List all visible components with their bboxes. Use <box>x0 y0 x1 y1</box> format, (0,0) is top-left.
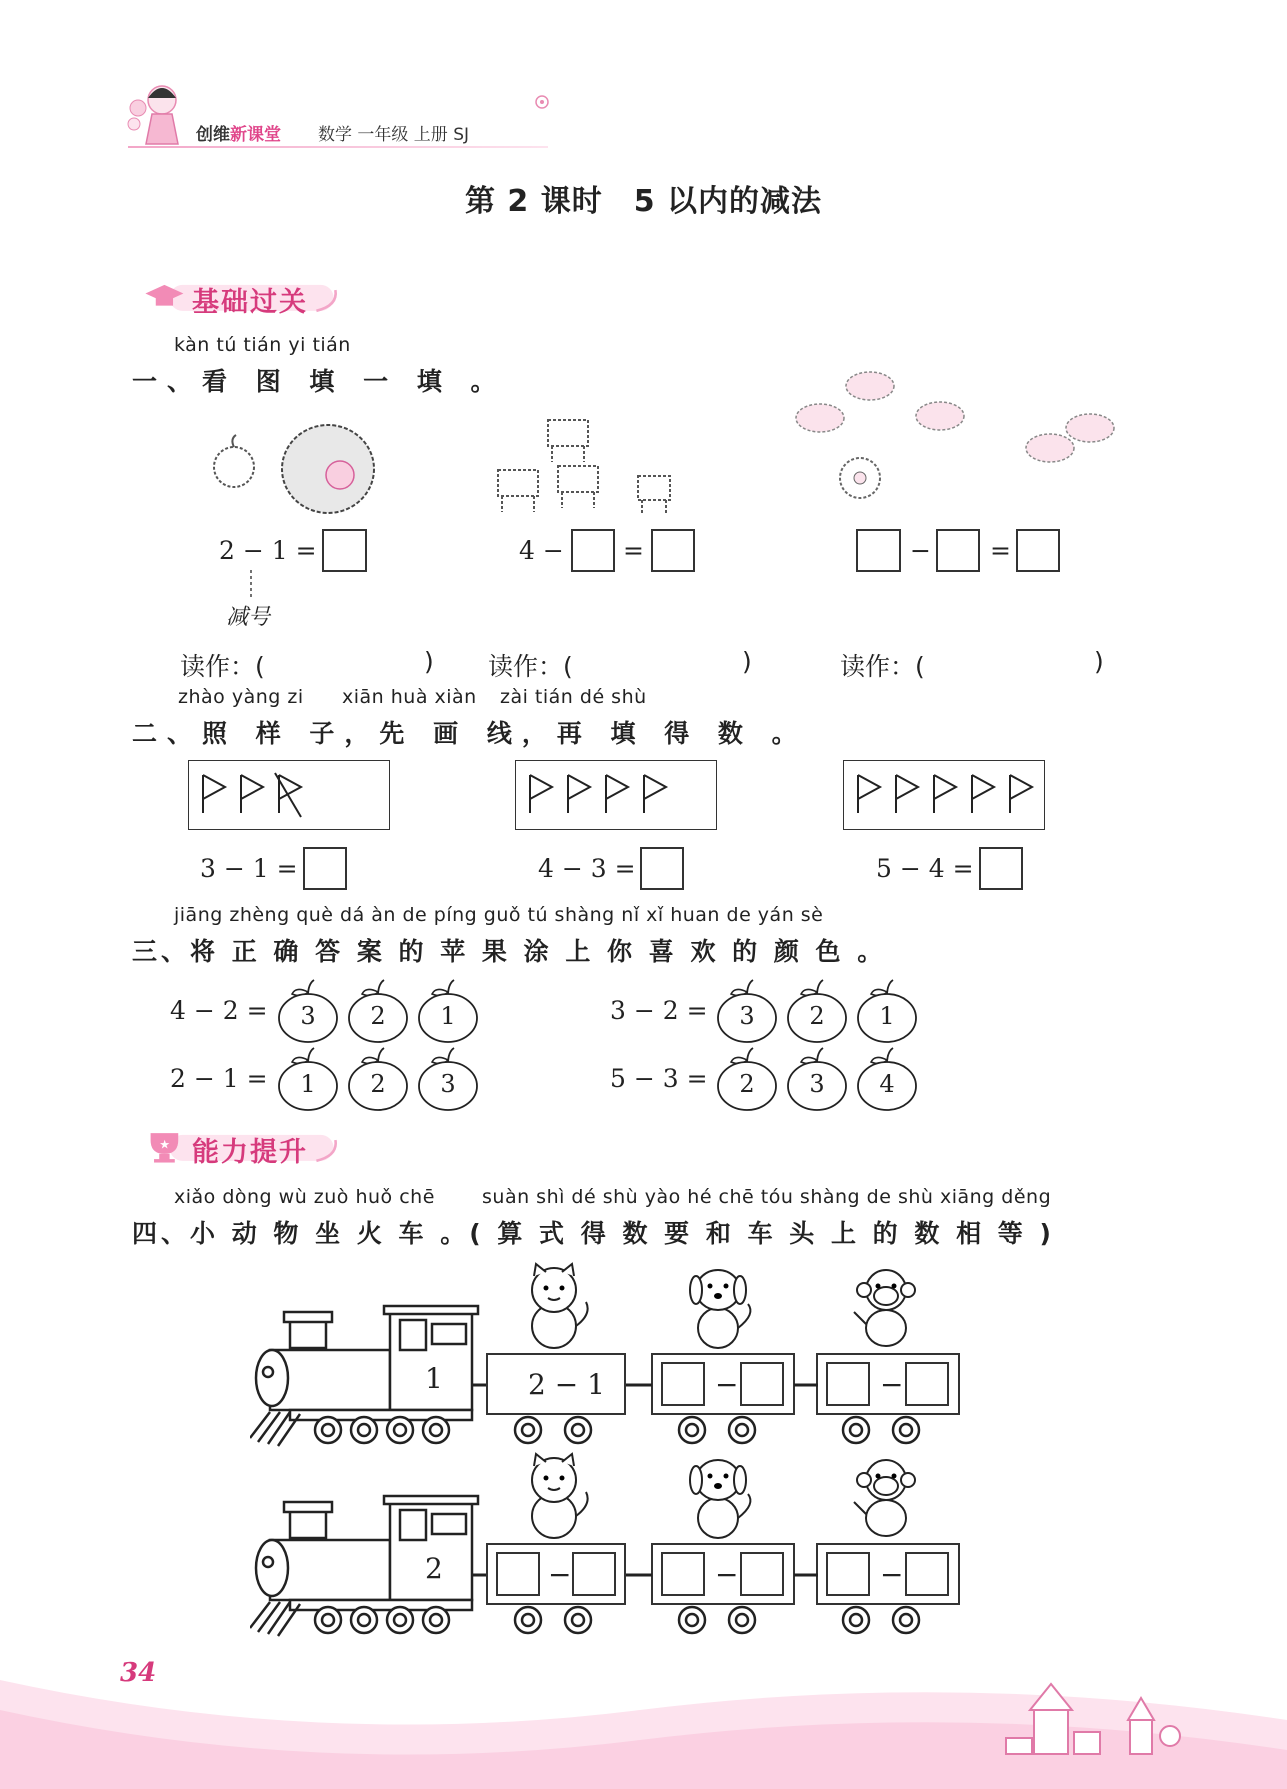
monkey-icon <box>850 1262 920 1350</box>
apple-option[interactable] <box>785 1046 849 1112</box>
apple-option[interactable] <box>416 1046 480 1112</box>
train2-car-3-minus: − <box>880 1558 904 1591</box>
q1-answer-box-3c[interactable] <box>1016 529 1060 572</box>
q2-answer-box-2[interactable] <box>640 847 684 890</box>
q1-answer-box-3b[interactable] <box>936 529 980 572</box>
train2-car-2-wheels <box>676 1604 776 1636</box>
train1-car-3-wheels <box>840 1414 940 1446</box>
q1-answer-box-2b[interactable] <box>651 529 695 572</box>
dog-icon <box>686 1452 756 1540</box>
q2-equation-2: 4 − 3 = <box>538 854 636 883</box>
deer-picture <box>488 400 688 515</box>
q2-pinyin-2: xiān huà xiàn <box>342 686 477 708</box>
header-divider <box>128 146 548 148</box>
header-brand: 创维新课堂 <box>196 125 281 145</box>
section2-label: 能力提升 <box>192 1137 308 1168</box>
flag-group-5 <box>843 760 1045 830</box>
q1-equation-2-left: 4 − <box>519 536 564 565</box>
q1-prompt: 一、看 图 填 一 填 。 <box>132 367 506 396</box>
apple-option[interactable] <box>855 978 919 1044</box>
q2-answer-box-3[interactable] <box>979 847 1023 890</box>
flag-icon <box>275 773 301 817</box>
q1-equation-2-eq: = <box>623 536 644 565</box>
q3-equation-1: 4 − 2 = <box>170 996 268 1025</box>
tiger-icon <box>522 1262 592 1350</box>
train2-car-2-minus: − <box>715 1558 739 1591</box>
locomotive-2 <box>250 1452 480 1642</box>
q2-equation-3: 5 − 4 = <box>876 854 974 883</box>
apple-number: 3 <box>440 1070 456 1098</box>
butterflies-flower-picture <box>790 358 1130 508</box>
q3-equation-2: 3 − 2 = <box>610 996 708 1025</box>
page-number: 34 <box>120 1658 157 1688</box>
flag-icon <box>644 775 666 813</box>
flower-icon <box>532 92 552 112</box>
apple-number: 3 <box>809 1070 825 1098</box>
train-1 <box>250 1262 970 1452</box>
q4-pinyin-2: suàn shì dé shù yào hé chē tóu shàng de shù xiāng děng <box>482 1186 1052 1208</box>
q1-answer-box-1[interactable] <box>322 529 367 572</box>
q2-pinyin-3: zài tián dé shù <box>500 686 647 708</box>
apple-number: 2 <box>809 1002 825 1030</box>
q3-pinyin: jiāng zhèng què dá àn de píng guǒ tú shàng nǐ xǐ huan de yán sè <box>174 904 824 926</box>
train-2 <box>250 1452 970 1642</box>
apple-option[interactable] <box>855 1046 919 1112</box>
apple-number: 2 <box>370 1070 386 1098</box>
dog-icon <box>686 1262 756 1350</box>
train2-car-3-wheels <box>840 1604 940 1636</box>
q3-equation-3: 2 − 1 = <box>170 1064 268 1093</box>
q3-prompt: 三、将 正 确 答 案 的 苹 果 涂 上 你 喜 欢 的 颜 色 。 <box>132 937 887 966</box>
apple-number: 2 <box>739 1070 755 1098</box>
q1-read-3: 读作：( <box>840 652 925 681</box>
svg-text:★: ★ <box>159 1137 171 1152</box>
minus-sign-label: 减号 <box>226 605 271 630</box>
apple-option[interactable] <box>346 1046 410 1112</box>
apple-number: 1 <box>300 1070 316 1098</box>
tiger-icon <box>522 1452 592 1540</box>
q4-prompt: 四、小 动 物 坐 火 车 。( 算 式 得 数 要 和 车 头 上 的 数 相 等 ) <box>132 1219 1055 1248</box>
apple-number: 3 <box>300 1002 316 1030</box>
flag-icon <box>896 775 918 813</box>
flag-group-3 <box>188 760 390 830</box>
train2-car-3-box-a[interactable] <box>826 1552 870 1596</box>
apple-option[interactable] <box>346 978 410 1044</box>
train1-car-3-box-a[interactable] <box>826 1362 870 1406</box>
train1-car-3-box-b[interactable] <box>905 1362 949 1406</box>
flag-icon <box>972 775 994 813</box>
q1-answer-box-3a[interactable] <box>856 529 901 572</box>
train1-sample-expression: 2 − 1 <box>528 1368 605 1401</box>
minus-pointer-line <box>248 570 254 600</box>
flag-icon <box>606 775 628 813</box>
apple-option[interactable] <box>416 978 480 1044</box>
q1-pinyin: kàn tú tián yi tián <box>174 334 351 356</box>
train1-car-2-wheels <box>676 1414 776 1446</box>
q2-answer-box-1[interactable] <box>303 847 347 890</box>
apple-hedgehog-picture <box>200 415 390 515</box>
header-girl-illustration <box>124 78 194 150</box>
q1-read-1: 读作：( <box>180 652 265 681</box>
apple-number: 1 <box>879 1002 895 1030</box>
apple-option[interactable] <box>785 978 849 1044</box>
monkey-icon <box>850 1452 920 1540</box>
q1-read-2-close: ) <box>742 647 752 676</box>
flag-icon <box>934 775 956 813</box>
flag-icon <box>1010 775 1032 813</box>
q1-equation-3-minus: − <box>910 536 931 565</box>
train1-couplings <box>472 1380 832 1390</box>
flag-icon <box>203 775 225 813</box>
q1-answer-box-2a[interactable] <box>571 529 615 572</box>
flag-icon <box>568 775 590 813</box>
page-title: 第 2 课时 5 以内的减法 <box>464 184 823 219</box>
apple-option[interactable] <box>276 1046 340 1112</box>
q1-equation-3-eq: = <box>990 536 1011 565</box>
q1-read-2: 读作：( <box>488 652 573 681</box>
flag-icon <box>241 775 263 813</box>
train1-car-1-wheels <box>512 1414 612 1446</box>
apple-number: 2 <box>370 1002 386 1030</box>
train2-engine-number: 2 <box>425 1552 443 1585</box>
train1-car-3-minus: − <box>880 1368 904 1401</box>
apple-number: 4 <box>879 1070 895 1098</box>
header-subject: 数学 一年级 上册 SJ <box>318 125 470 145</box>
section1-label: 基础过关 <box>192 287 308 318</box>
train2-car-3-box-b[interactable] <box>905 1552 949 1596</box>
flag-icon <box>858 775 880 813</box>
q3-equation-4: 5 − 3 = <box>610 1064 708 1093</box>
train1-engine-number: 1 <box>425 1362 443 1395</box>
train2-couplings <box>472 1570 832 1580</box>
apple-option[interactable] <box>276 978 340 1044</box>
locomotive-1 <box>250 1262 480 1452</box>
q2-equation-1: 3 − 1 = <box>200 854 298 883</box>
train2-car-1-minus: − <box>548 1558 572 1591</box>
train2-car-1-wheels <box>512 1604 612 1636</box>
q2-pinyin-1: zhào yàng zi <box>178 686 304 708</box>
q1-equation-1: 2 − 1 = <box>219 536 317 565</box>
q4-pinyin-1: xiǎo dòng wù zuò huǒ chē <box>174 1186 435 1208</box>
train1-car-2-minus: − <box>715 1368 739 1401</box>
q1-read-1-close: ) <box>424 647 434 676</box>
flag-group-4 <box>515 760 717 830</box>
apple-option[interactable] <box>715 978 779 1044</box>
apple-option[interactable] <box>715 1046 779 1112</box>
q2-prompt: 二、照 样 子，先 画 线，再 填 得 数 。 <box>132 719 807 748</box>
q1-read-3-close: ) <box>1094 647 1104 676</box>
footer-wave-decoration <box>0 1640 1287 1789</box>
flag-icon <box>530 775 552 813</box>
apple-number: 3 <box>739 1002 755 1030</box>
apple-number: 1 <box>440 1002 456 1030</box>
